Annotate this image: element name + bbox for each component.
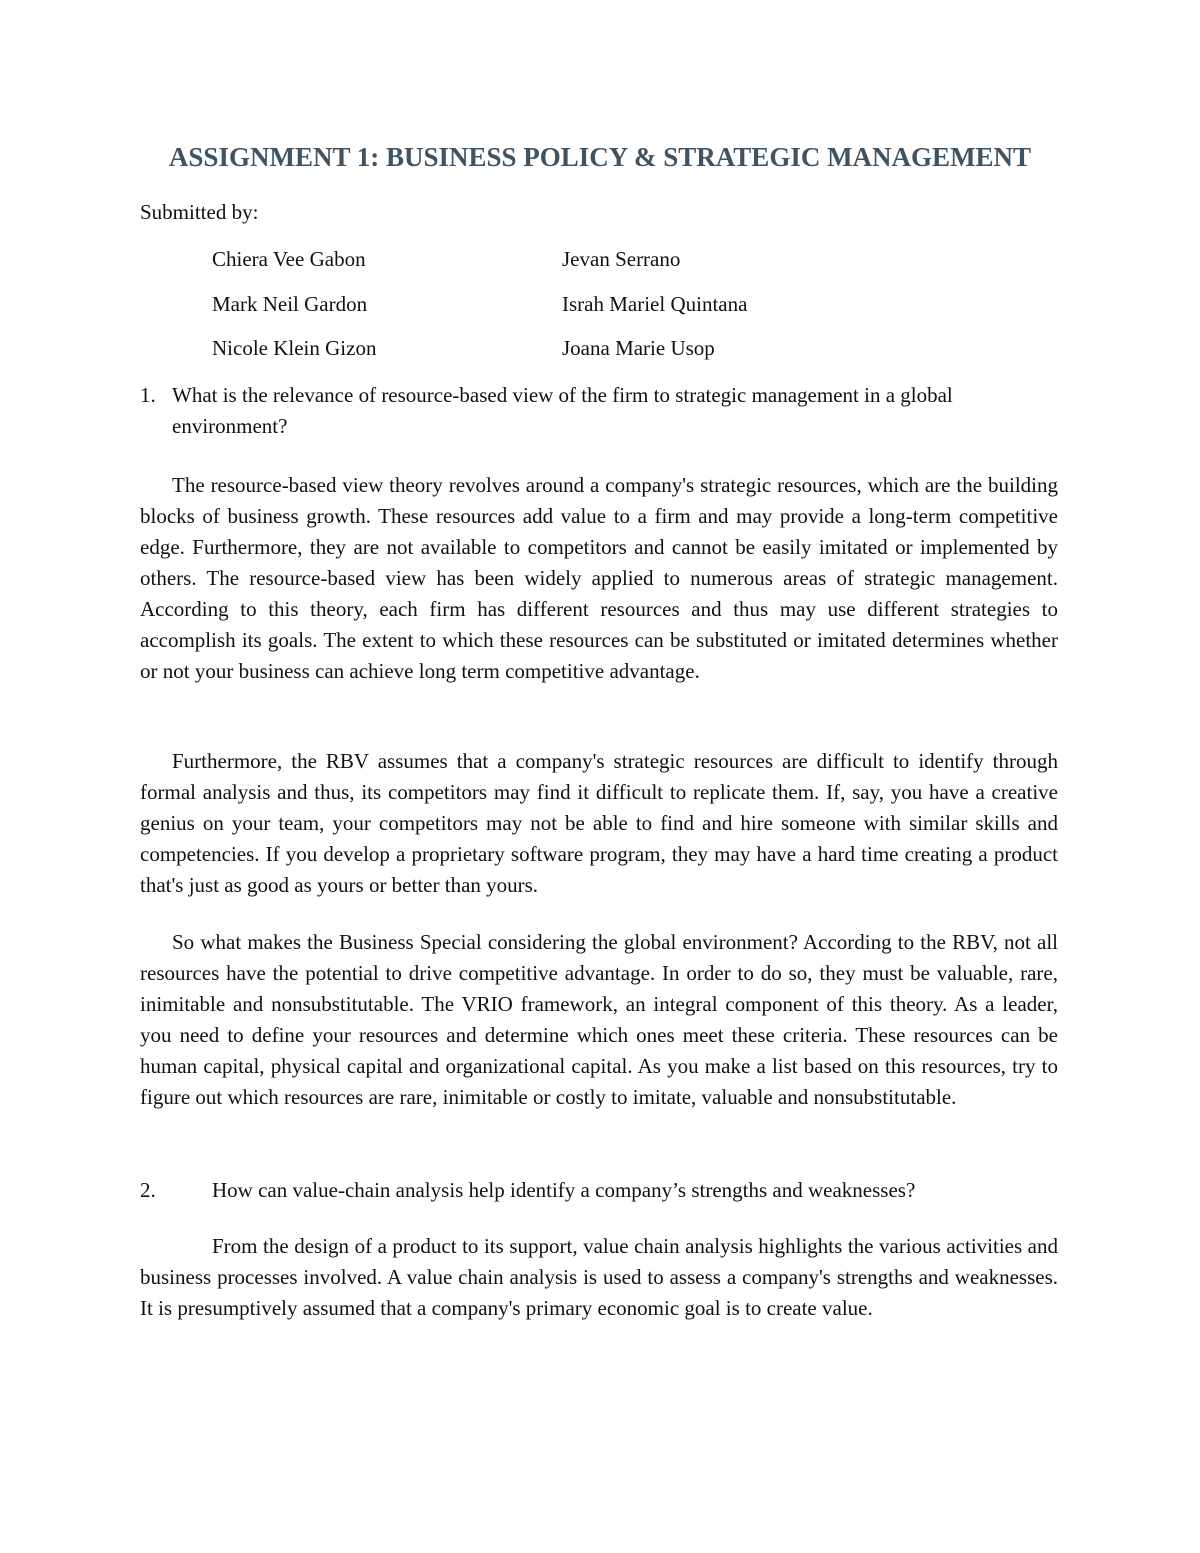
answer-paragraph: The resource-based view theory revolves around a company's strategic resources, which are the building blocks of business growth. These resources add value to a firm and may provide a long-term competitive edge. Furthermore, they are not available to competitors and cannot be easily imitated or implemented by others. The resource-based view has been widely applied to numerous areas of strategic management. According to this theory, each firm has different resources and thus may use different strategies to accomplish its goals. The extent to which these resources can be substituted or imitated determines whether or not your business can achieve long term competitive advantage. <box>140 473 1058 683</box>
author-name: Joana Marie Usop <box>562 336 715 360</box>
question-number: 2. <box>140 1178 156 1202</box>
author-name: Nicole Klein Gizon <box>212 336 377 360</box>
author-name: Israh Mariel Quintana <box>562 291 748 316</box>
submitted-by-label: Submitted by: <box>140 200 259 224</box>
page-title: ASSIGNMENT 1: BUSINESS POLICY & STRATEGIC MANAGEMENT <box>168 142 1032 172</box>
author-row <box>212 247 912 292</box>
answer-paragraph: Furthermore, the RBV assumes that a company's strategic resources are difficult to identify through formal analysis and thus, its competitors may find it difficult to replicate them. If, say, you have a creative genius on your team, your competitors may not be able to find and hire someone with similar skills and competencies. If you develop a proprietary software program, they may have a hard time creating a product that's just as good as yours or better than yours. <box>140 749 1058 897</box>
question-text: How can value-chain analysis help identify a company’s strengths and weaknesses? <box>212 1178 916 1202</box>
question-1 <box>140 380 1058 442</box>
author-row <box>212 336 912 381</box>
author-list <box>212 247 912 381</box>
question-text: What is the relevance of resource-based view of the firm to strategic management in a global environment? <box>172 383 953 438</box>
answer-paragraph: So what makes the Business Special considering the global environment? According to the RBV, not all resources have the potential to drive competitive advantage. In order to do so, they must be valuable, rare, inimitable and nonsubstitutable. The VRIO framework, an integral component of this theory. As a leader, you need to define your resources and determine which ones meet these criteria. These resources can be human capital, physical capital and organizational capital. As you make a list based on this resources, try to figure out which resources are rare, inimitable or costly to imitate, valuable and nonsubstitutable. <box>140 930 1058 1109</box>
author-name: Chiera Vee Gabon <box>212 247 366 271</box>
answer-paragraph: From the design of a product to its support, value chain analysis highlights the various activities and business processes involved. A value chain analysis is used to assess a company's strengths and weaknesses. It is presumptively assumed that a company's primary economic goal is to create value. <box>140 1234 1058 1320</box>
author-row <box>212 292 912 337</box>
question-number: 1. <box>140 383 156 407</box>
question-2 <box>140 1175 1058 1206</box>
author-name: Mark Neil Gardon <box>212 291 368 316</box>
author-name: Jevan Serrano <box>562 247 681 271</box>
